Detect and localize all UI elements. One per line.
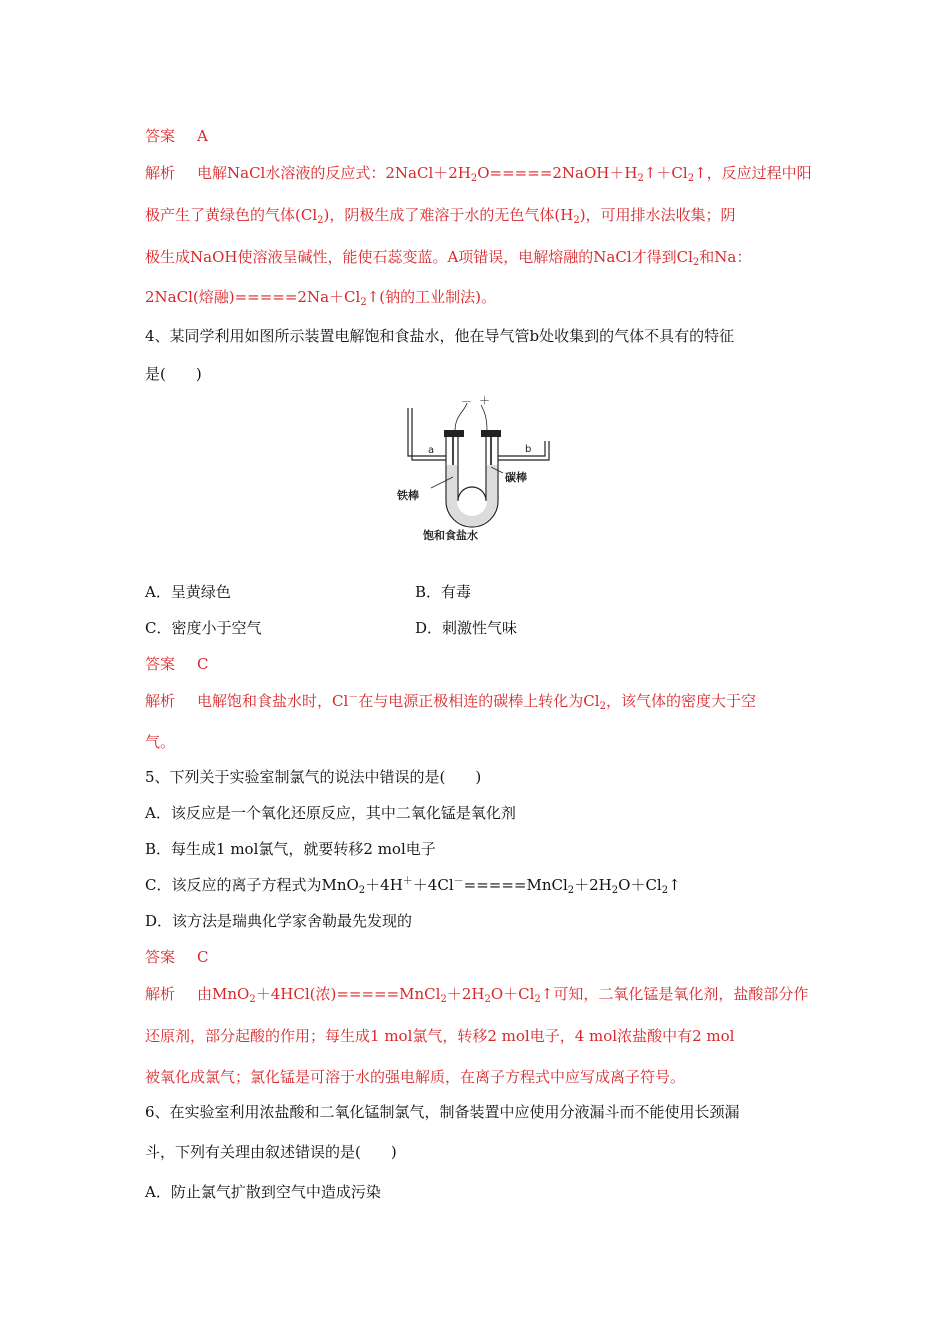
minus-sign: － [461, 395, 472, 408]
answer-label: 答案 [145, 127, 176, 145]
q4-stem-line-1: 4、某同学利用如图所示装置电解饱和食盐水，他在导气管b处收集到的气体不具有的特征 [145, 327, 735, 345]
analysis-label: 解析 [145, 692, 176, 710]
q4-analysis-line-1: 解析 电解饱和食盐水时，Cl－在与电源正极相连的碳棒上转化为$Cl_2$，该气体的密度大于空 [145, 692, 756, 712]
iron-rod-label: 铁棒 [397, 489, 419, 502]
q5-option-b: B．每生成1 mol氯气，就要转移2 mol电子 [145, 840, 436, 858]
q4-option-d: D．刺激性气味 [415, 619, 518, 637]
answer-value: C [197, 948, 209, 966]
q3-answer [145, 126, 208, 146]
plus-sign: ＋ [479, 394, 490, 407]
q5-option-a: A．该反应是一个氧化还原反应，其中二氧化锰是氧化剂 [145, 804, 516, 822]
q5-analysis-line-1: 解析 由MnO$_2$＋4HCl(浓)$=====MnCl_2+2H_2O+Cl_2↑$可知，二氧化锰是氧化剂，盐酸部分作 [145, 985, 809, 1005]
q6-stem-line-2: 斗，下列有关理由叙述错误的是( ) [145, 1143, 397, 1161]
q5-analysis-line-2: 还原剂，部分起酸的作用；每生成1 mol氯气，转移2 mol电子，4 mol浓盐酸中有2 mol [145, 1027, 735, 1045]
carbon-rod-label: 碳棒 [505, 471, 527, 484]
q5-answer [145, 947, 209, 967]
q6-stem-line-1: 6、在实验室利用浓盐酸和二氧化锰制氯气，制备装置中应使用分液漏斗而不能使用长颈漏 [145, 1103, 740, 1121]
q4-answer [145, 654, 209, 674]
answer-value: C [197, 655, 209, 673]
q5-analysis-line-3: 被氧化成氯气；氯化锰是可溶于水的强电解质，在离子方程式中应写成离子符号。 [145, 1068, 686, 1086]
q3-analysis-line-4: 2NaCl(熔融)$=====2Na+Cl_2↑$(钠的工业制法)。 [145, 288, 496, 308]
q3-analysis-line-1: 解析 电解NaCl水溶液的反应式：$2NaCl+2H_2O=====2NaOH+H_2↑+Cl_2↑$，反应过程中阳 [145, 164, 812, 184]
q5-stem: 5、下列关于实验室制氯气的说法中错误的是( ) [145, 768, 482, 786]
electrolysis-apparatus-figure [395, 393, 565, 548]
q6-option-a: A．防止氯气扩散到空气中造成污染 [145, 1183, 381, 1201]
brine-label: 饱和食盐水 [423, 529, 478, 542]
label-b: b [525, 444, 532, 455]
q4-stem-line-2: 是( ) [145, 365, 202, 383]
answer-value: A [197, 127, 208, 145]
analysis-label: 解析 [145, 164, 176, 182]
label-a: a [428, 445, 435, 456]
q4-analysis-line-2: 气。 [145, 733, 176, 751]
q5-option-c: C．该反应的离子方程式为$MnO_2+4H^++4Cl^-=====MnCl_2+2H_2O+Cl_2↑$ [145, 876, 681, 896]
q4-option-c: C．密度小于空气 [145, 619, 262, 637]
analysis-label: 解析 [145, 985, 176, 1003]
q4-option-a: A．呈黄绿色 [145, 583, 231, 601]
q3-analysis-line-2: 极产生了黄绿色的气体$(Cl_2)$，阴极生成了难溶于水的无色气体$(H_2)$，可用排水法收集；阴 [145, 206, 736, 226]
answer-label: 答案 [145, 655, 176, 673]
q5-option-d: D．该方法是瑞典化学家舍勒最先发现的 [145, 912, 413, 930]
q4-option-b: B．有毒 [415, 583, 472, 601]
answer-label: 答案 [145, 948, 176, 966]
q3-analysis-line-3: 极生成NaOH使溶液呈碱性，能使石蕊变蓝。A项错误，电解熔融的NaCl才得到$Cl_2$和Na： [145, 248, 752, 268]
